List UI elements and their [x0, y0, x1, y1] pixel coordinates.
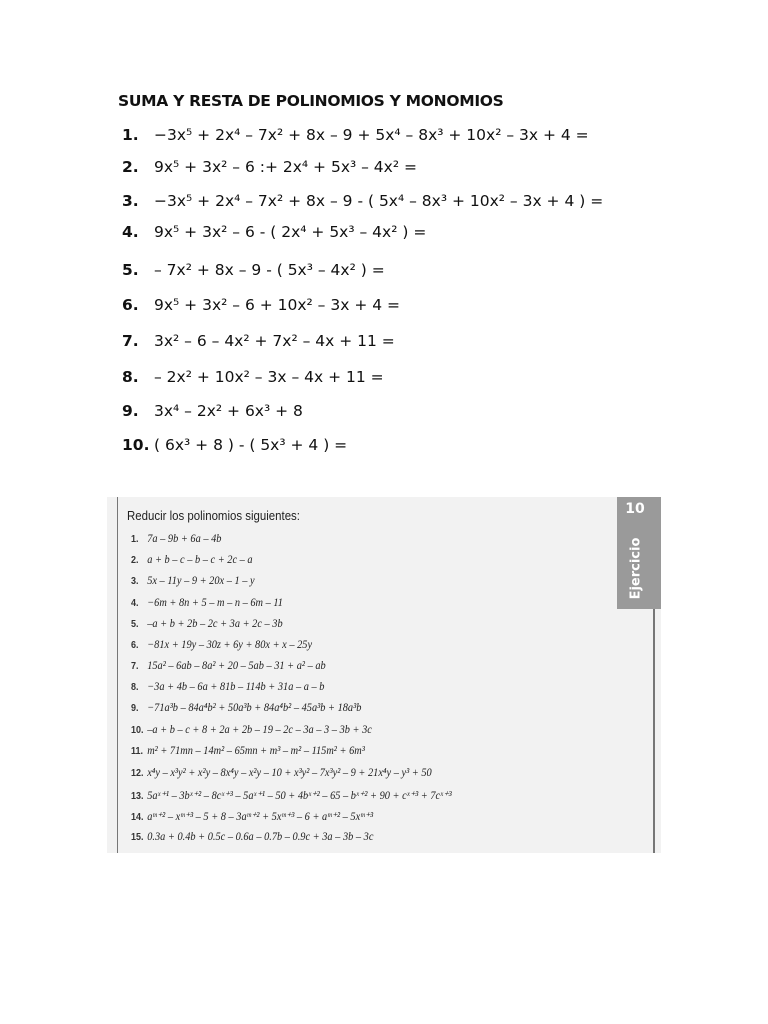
- textbook-item-expression: 5aˣ⁺¹ – 3bˣ⁺² – 8cˣ⁺³ – 5aˣ⁺¹ – 50 + 4bˣ⁺² – 65 – bˣ⁺² + 90 + cˣ⁺³ + 7cˣ⁺³: [147, 790, 452, 802]
- exercise-number: 5.: [122, 261, 139, 279]
- exercise-expression: ( 6x³ + 8 ) - ( 5x³ + 4 ) =: [154, 436, 348, 454]
- textbook-item: [131, 788, 452, 802]
- exercise-item: [122, 436, 347, 454]
- exercise-item: [122, 368, 384, 386]
- textbook-item-expression: −6m + 8n + 5 – m – n – 6m – 11: [147, 597, 283, 609]
- exercise-tab: [617, 497, 661, 609]
- worksheet-title: SUMA Y RESTA DE POLINOMIOS Y MONOMIOS: [118, 92, 504, 110]
- exercise-number: 8.: [122, 368, 139, 386]
- textbook-item: [131, 809, 373, 823]
- textbook-item: [131, 639, 312, 651]
- textbook-item-number: 13.: [131, 791, 144, 802]
- exercise-item: [122, 261, 385, 279]
- textbook-item: [131, 533, 221, 545]
- textbook-item-expression: 5x – 11y – 9 + 20x – 1 – y: [147, 575, 255, 587]
- textbook-item-expression: 7a – 9b + 6a – 4b: [147, 533, 222, 545]
- exercise-number: 4.: [122, 223, 139, 241]
- textbook-item-number: 12.: [131, 768, 144, 779]
- exercise-item: [122, 332, 395, 350]
- exercise-expression: 9x⁵ + 3x² – 6 + 10x² – 3x + 4 =: [154, 296, 401, 314]
- textbook-item-expression: −71a³b – 84a⁴b² + 50a³b + 84a⁴b² – 45a³b + 18a³b: [147, 702, 362, 714]
- textbook-item-expression: 15a² – 6ab – 8a² + 20 – 5ab – 31 + a² – ab: [147, 660, 326, 672]
- textbook-item-number: 2.: [131, 555, 139, 566]
- exercise-item: [122, 192, 603, 210]
- exercise-item: [122, 402, 303, 420]
- textbook-item-number: 15.: [131, 832, 144, 843]
- textbook-item: [131, 702, 361, 714]
- textbook-item: [131, 597, 283, 609]
- exercise-item: [122, 158, 417, 176]
- textbook-item-number: 8.: [131, 682, 139, 693]
- textbook-item-number: 7.: [131, 661, 139, 672]
- exercise-expression: −3x⁵ + 2x⁴ – 7x² + 8x – 9 + 5x⁴ – 8x³ + 10x² – 3x + 4 =: [154, 126, 589, 144]
- exercise-expression: 3x⁴ – 2x² + 6x³ + 8: [154, 402, 303, 420]
- exercise-number: 7.: [122, 332, 139, 350]
- textbook-item-number: 1.: [131, 534, 139, 545]
- exercise-number: 2.: [122, 158, 139, 176]
- textbook-item-expression: –a + b + 2b – 2c + 3a + 2c – 3b: [147, 618, 283, 630]
- exercise-number: 1.: [122, 126, 139, 144]
- exercise-item: [122, 296, 400, 314]
- exercise-number: 9.: [122, 402, 139, 420]
- textbook-item-number: 3.: [131, 576, 139, 587]
- textbook-item-expression: –a + b – c + 8 + 2a + 2b – 19 – 2c – 3a – 3 – 3b + 3c: [147, 724, 372, 736]
- exercise-expression: 9x⁵ + 3x² – 6 :+ 2x⁴ + 5x³ – 4x² =: [154, 158, 417, 176]
- textbook-item: [131, 745, 365, 757]
- exercise-tab-number: 10: [625, 501, 645, 517]
- textbook-item: [131, 575, 255, 587]
- textbook-item-number: 6.: [131, 640, 139, 651]
- textbook-item: [131, 660, 326, 672]
- exercise-expression: – 2x² + 10x² – 3x – 4x + 11 =: [154, 368, 384, 386]
- textbook-item: [131, 554, 253, 566]
- textbook-heading: Reducir los polinomios siguientes:: [127, 508, 300, 523]
- textbook-item-expression: −81x + 19y – 30z + 6y + 80x + x – 25y: [147, 639, 313, 651]
- exercise-tab-label-box: [621, 535, 651, 605]
- exercise-expression: −3x⁵ + 2x⁴ – 7x² + 8x – 9 - ( 5x⁴ – 8x³ + 10x² – 3x + 4 ) =: [154, 192, 604, 210]
- textbook-item-number: 10.: [131, 725, 144, 736]
- textbook-excerpt: [107, 497, 661, 853]
- exercise-tab-label: Ejercicio: [628, 537, 644, 600]
- exercise-number: 6.: [122, 296, 139, 314]
- textbook-item: [131, 618, 283, 630]
- textbook-item-number: 4.: [131, 598, 139, 609]
- exercise-number: 10.: [122, 436, 150, 454]
- textbook-item-expression: m² + 71mn – 14m² – 65mn + m³ – m² – 115m² + 6m³: [147, 745, 365, 757]
- textbook-item-expression: x⁴y – x³y² + x²y – 8x⁴y – x²y – 10 + x³y² – 7x³y² – 9 + 21x⁴y – y³ + 50: [147, 767, 432, 779]
- textbook-item-expression: 0.3a + 0.4b + 0.5c – 0.6a – 0.7b – 0.9c + 3a – 3b – 3c: [147, 831, 374, 843]
- textbook-item-number: 11.: [131, 746, 144, 757]
- exercise-expression: 9x⁵ + 3x² – 6 - ( 2x⁴ + 5x³ – 4x² ) =: [154, 223, 427, 241]
- textbook-item-number: 9.: [131, 703, 139, 714]
- textbook-item-number: 5.: [131, 619, 139, 630]
- textbook-item-expression: −3a + 4b – 6a + 81b – 114b + 31a – a – b: [147, 681, 325, 693]
- textbook-item: [131, 724, 372, 736]
- textbook-item: [131, 831, 373, 843]
- exercise-expression: 3x² – 6 – 4x² + 7x² – 4x + 11 =: [154, 332, 395, 350]
- textbook-item-expression: aᵐ⁺² – xᵐ⁺³ – 5 + 8 – 3aᵐ⁺² + 5xᵐ⁺³ – 6 + aᵐ⁺² – 5xᵐ⁺³: [147, 811, 374, 823]
- exercise-item: [122, 126, 589, 144]
- textbook-item-number: 14.: [131, 812, 144, 823]
- exercise-item: [122, 223, 426, 241]
- page-rule-left: [117, 497, 118, 853]
- textbook-item: [131, 767, 432, 779]
- textbook-item: [131, 681, 324, 693]
- exercise-number: 3.: [122, 192, 139, 210]
- exercise-expression: – 7x² + 8x – 9 - ( 5x³ – 4x² ) =: [154, 261, 385, 279]
- textbook-item-expression: a + b – c – b – c + 2c – a: [147, 554, 253, 566]
